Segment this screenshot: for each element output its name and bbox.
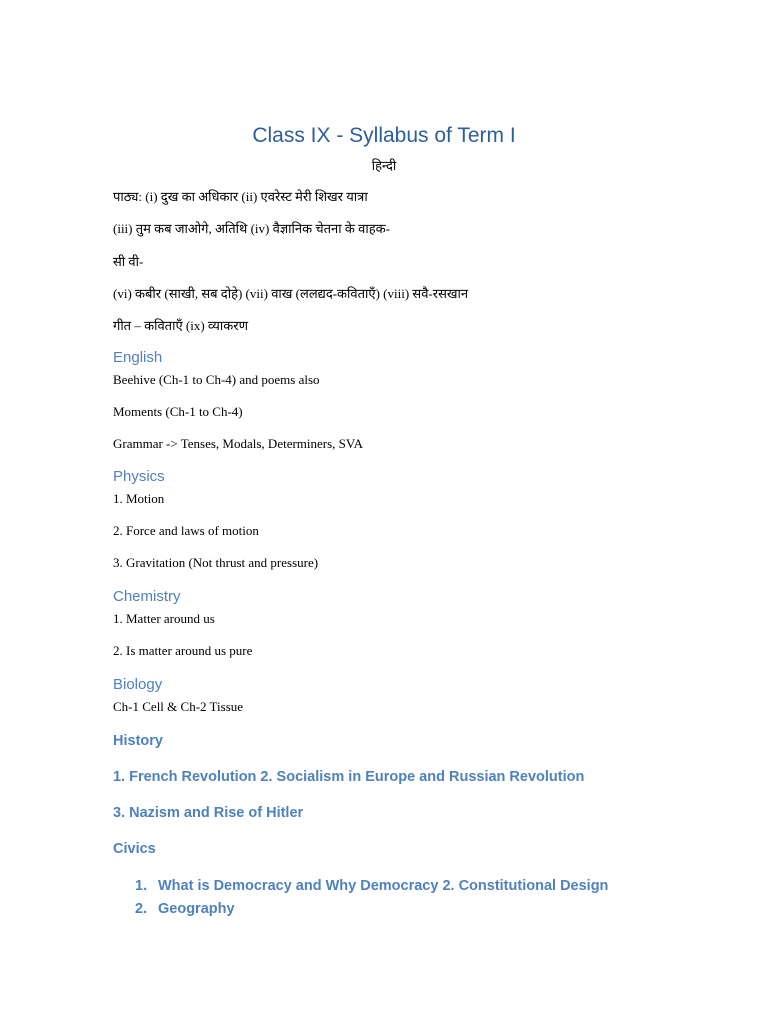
english-item: Beehive (Ch-1 to Ch-4) and poems also [113, 372, 320, 387]
hindi-line-2: (iii) तुम कब जाओगे, अतिथि (iv) वैज्ञानिक चेतना के वाहक- [113, 221, 390, 236]
list-number: 2. [135, 901, 148, 917]
history-line-1: 1. French Revolution 2. Socialism in Europe and Russian Revolution [113, 769, 585, 785]
hindi-label: हिन्दी [371, 158, 397, 173]
hindi-line-5: गीत – कविताएँ (ix) व्याकरण [113, 318, 248, 333]
physics-item: 1. Motion [113, 491, 165, 506]
hindi-line-4: (vi) कबीर (साखी, सब दोहे) (vii) वाख (ललद्यद-कविताएँ) (viii) सवै-रसखान [113, 286, 469, 301]
english-heading: English [113, 349, 163, 366]
biology-item: Ch-1 Cell & Ch-2 Tissue [113, 699, 244, 714]
list-item-text: What is Democracy and Why Democracy 2. Constitutional Design [158, 878, 609, 894]
chemistry-heading: Chemistry [113, 588, 181, 605]
history-line-2: 3. Nazism and Rise of Hitler [113, 805, 304, 821]
english-item: Moments (Ch-1 to Ch-4) [113, 404, 243, 419]
hindi-line-1: पाठ्य: (i) दुख का अधिकार (ii) एवरेस्ट मेरी शिखर यात्रा [113, 189, 368, 204]
chemistry-item: 1. Matter around us [113, 611, 215, 626]
civics-heading: Civics [113, 841, 156, 857]
hindi-line-3: सी वी- [113, 254, 144, 269]
list-item-text: Geography [158, 901, 235, 917]
physics-heading: Physics [113, 468, 165, 485]
english-item: Grammar -> Tenses, Modals, Determiners, SVA [113, 436, 364, 451]
physics-item: 2. Force and laws of motion [113, 523, 259, 538]
physics-item: 3. Gravitation (Not thrust and pressure) [113, 555, 319, 570]
document-title: Class IX - Syllabus of Term I [252, 124, 516, 147]
civics-list-item [135, 901, 235, 917]
history-heading: History [113, 733, 163, 749]
civics-list-item [135, 878, 608, 894]
biology-heading: Biology [113, 676, 163, 693]
chemistry-item: 2. Is matter around us pure [113, 643, 253, 658]
list-number: 1. [135, 878, 148, 894]
